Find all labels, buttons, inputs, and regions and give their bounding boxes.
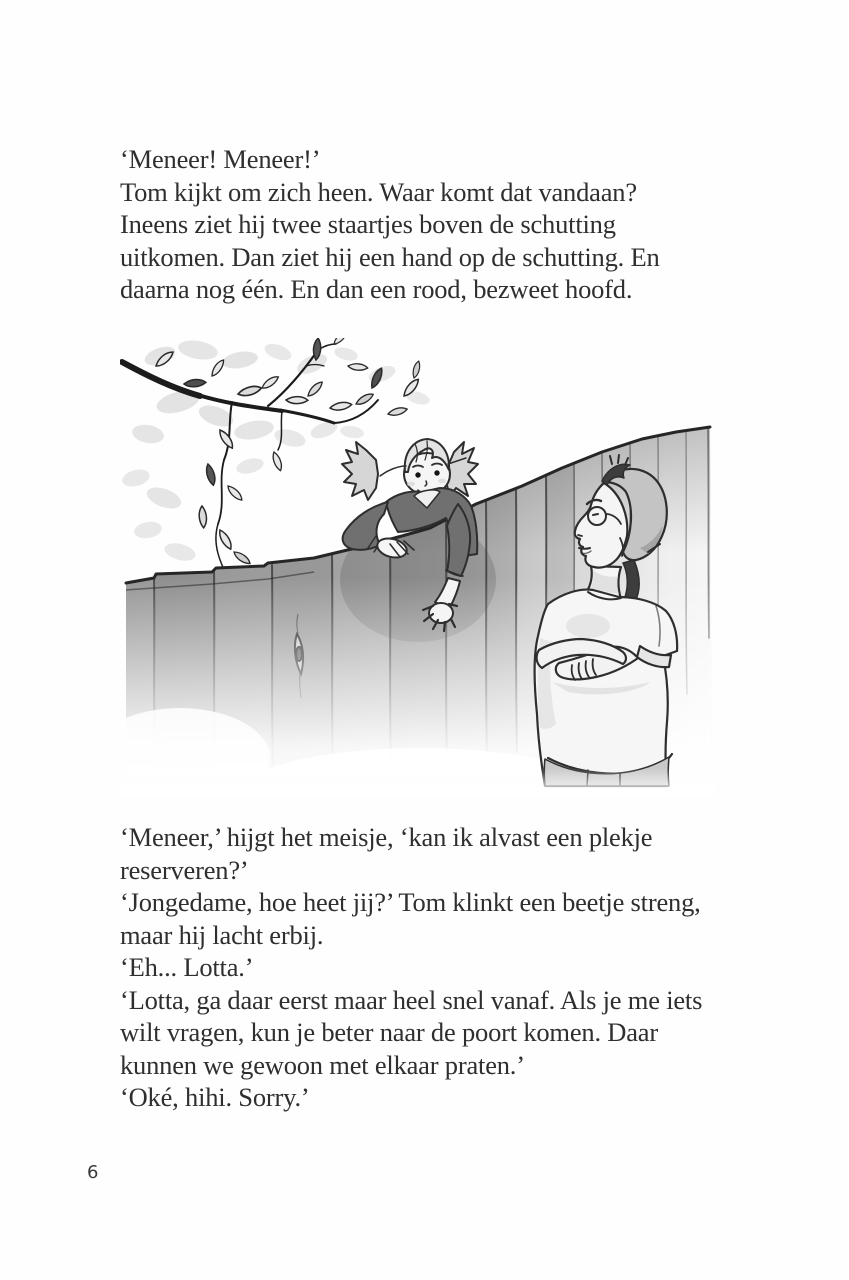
text-line: maar hij lacht erbij. [120,919,324,950]
illustration [120,338,716,796]
text-line: ‘Lotta, ga daar eerst maar heel snel vanaf. Als je me iets [120,984,703,1015]
text-line: reserveren?’ [120,854,249,885]
girl-pigtail-right [446,442,478,496]
text-line: ‘Eh... Lotta.’ [120,952,254,982]
text-line: Tom kijkt om zich heen. Waar komt dat vandaan? [120,176,637,207]
bottom-fade [120,768,716,796]
text-line: Ineens ziet hij twee staartjes boven de schutting [120,209,616,239]
text-line: daarna nog één. En dan een rood, bezweet hoofd. [120,274,633,304]
text-line: ‘Meneer! Meneer!’ [120,144,321,174]
paragraph-top [120,143,660,306]
text-line: wilt vragen, kun je beter naar de poort komen. Daar [120,1017,658,1047]
text-line: uitkomen. Dan ziet hij een hand op de schutting. En [120,241,660,272]
foliage-wash [120,338,431,564]
girl-eye-right [434,470,439,475]
girl-eye-left [415,472,420,477]
paragraph-bottom [120,821,702,1114]
text-line: kunnen we gewoon met elkaar praten.’ [120,1049,525,1080]
girl-pigtail-left [342,442,378,500]
text-line: ‘Meneer,’ hijgt het meisje, ‘kan ik alvast een plekje [120,822,653,852]
text-line: ‘Oké, hihi. Sorry.’ [120,1082,310,1112]
man-mouth [579,548,590,549]
page-number: 6 [87,1162,99,1183]
text-line: ‘Jongedame, hoe heet jij?’ Tom klinkt een beetje streng, [120,887,701,917]
